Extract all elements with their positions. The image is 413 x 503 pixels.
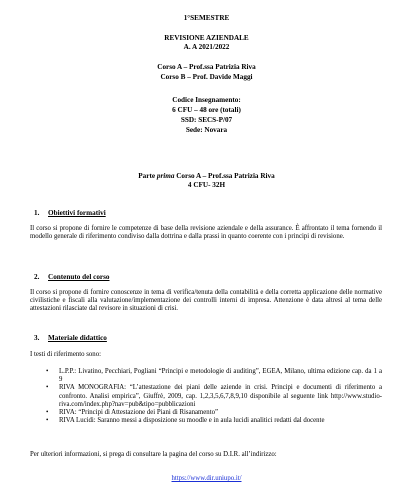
part-suffix: Corso A – Prof.ssa Patrizia Riva (174, 172, 275, 180)
semester-label: 1°SEMESTRE (183, 14, 230, 22)
list-item: • RIVA MONOGRAFIA: “L’attestazione dei piani delle aziende in crisi. Principi e documenti di riferimento a confronto. Analisi empirica”, Giuffrè, 2009, cap. 1,2,3,5,6,7,8,9,10 disponibile al seguente link http://www.studio-riva.com/index.php?nav=pub&tipo=pubblicazioni (46, 384, 382, 409)
section-title: Contenuto del corso (48, 273, 110, 281)
section-title: Obiettivi formativi (48, 209, 106, 217)
section-number: 2. (34, 273, 40, 281)
course-a-teacher: Corso A – Prof.ssa Patrizia Riva (157, 63, 256, 71)
section-2-body: Il corso si propone di fornire conoscenze in tema di verifica/tenuta della contabilità e della corretta applicazione delle normative civilistiche e fiscali alla valutazione/implementazione dei controlli interni di impresa. Attenzione è data altresì al tema delle attestazioni rilasciate dal revisore in situazioni di crisi. (30, 289, 382, 313)
section-1-body: Il corso si propone di fornire le competenze di base della revisione aziendale e della assurance. È affrontato il tema fornendo il modello generale di riferimento condiviso dalla dottrina e dalla prassi in quanto coerente con i principi di revisione. (30, 225, 382, 241)
course-code-label: Codice Insegnamento: (172, 96, 241, 104)
section-3-intro: I testi di riferimento sono: (30, 351, 101, 358)
section-2-heading (34, 273, 110, 281)
ssd-info: SSD: SECS-P/07 (180, 116, 233, 124)
course-b-teacher: Corso B – Prof. Davide Maggi (160, 73, 253, 81)
section-number: 3. (34, 334, 40, 342)
part-hours: 4 CFU- 32H (187, 181, 226, 189)
credits-info: 6 CFU – 48 ore (totali) (172, 106, 241, 114)
course-title: REVISIONE AZIENDALE (164, 34, 249, 42)
dir-uniupo-link[interactable]: https://www.dir.uniupo.it/ (171, 475, 242, 482)
section-3-heading (34, 334, 107, 342)
academic-year: A. A 2021/2022 (183, 43, 230, 51)
part-italic-word: prima (156, 172, 175, 180)
section-title: Materiale didattico (48, 334, 107, 342)
list-item: • L.P.P.: Livatino, Pecchiari, Pogliani “Principi e metodologie di auditing”, EGEA, Milano, ultima edizione cap. da 1 a 9 (46, 368, 382, 384)
section-number: 1. (34, 209, 40, 217)
reference-texts-list (46, 368, 382, 425)
part-heading (0, 172, 413, 181)
list-item: • RIVA Lucidi: Saranno messi a disposizione su moodle e in aula lucidi analitici redatti dal docente (46, 417, 382, 425)
part-prefix: Parte (138, 172, 157, 180)
list-item: • RIVA: “Principi di Attestazione dei Piani di Risanamento” (46, 409, 382, 417)
section-3-footer: Per ulteriori informazioni, si prega di consultare la pagina del corso su D.I.R. all’indirizzo: (30, 451, 277, 458)
section-1-heading (34, 209, 106, 217)
seat-info: Sede: Novara (185, 126, 228, 134)
